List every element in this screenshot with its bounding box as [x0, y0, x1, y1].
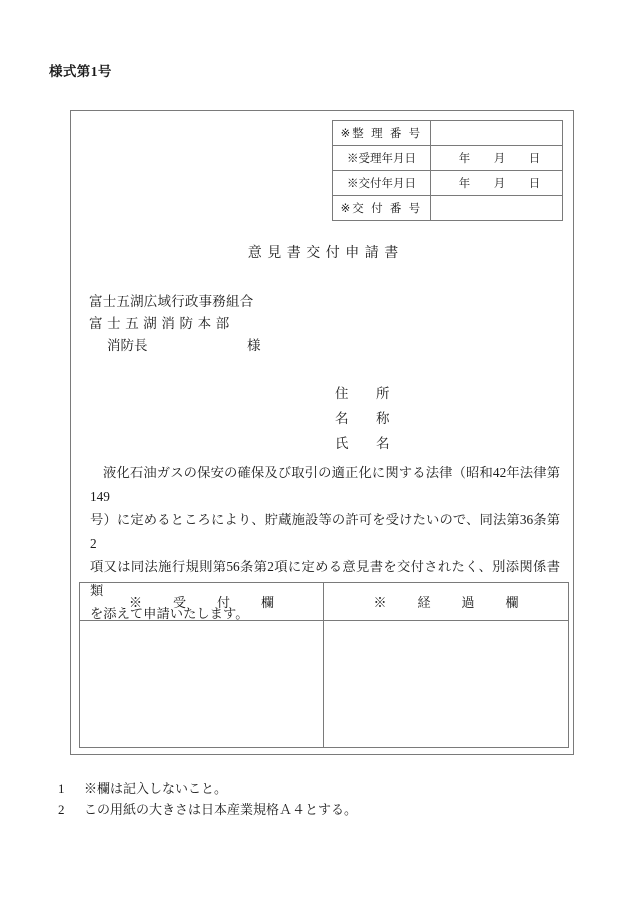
note-item [58, 778, 357, 799]
note-number: 2 [58, 802, 65, 817]
applicant-field-name-of-entity: 名 称 [335, 411, 397, 426]
day-label: 日 [528, 153, 541, 165]
footer-notes [58, 778, 357, 820]
month-label: 月 [493, 178, 506, 190]
year-label: 年 [458, 153, 471, 165]
table-header-row [80, 583, 569, 621]
form-outer-frame [70, 110, 574, 755]
table-row [333, 196, 563, 221]
body-line-1: 液化石油ガスの保安の確保及び取引の適正化に関する法律（昭和42年法律第149 [90, 465, 560, 504]
document-title: 意見書交付申請書 [247, 246, 404, 261]
form-number-heading: 様式第1号 [49, 64, 112, 79]
note-text: この用紙の大きさは日本産業規格Ａ４とする。 [84, 802, 358, 817]
registration-table [332, 120, 563, 221]
body-line-3: 項又は同法施行規則第56条第2項に定める意見書を交付されたく、別添関係書類 [90, 559, 560, 598]
reg-label-seiri-bango: ※ 整 理 番 号 [333, 121, 431, 146]
month-label: 月 [493, 153, 506, 165]
addressee-organization: 富士五湖広域行政事務組合 [89, 294, 254, 309]
year-label: 年 [458, 178, 471, 190]
note-item [58, 799, 357, 820]
note-number: 1 [58, 781, 65, 796]
reg-label-kofu-nengappi: ※交付年月日 [333, 171, 431, 196]
reg-value-kofu-nengappi[interactable] [431, 171, 563, 196]
reg-label-text: 交 付 番 号 [352, 203, 423, 215]
addressee-honorific: 様 [247, 338, 261, 353]
addressee-department: 富士五湖消防本部 [89, 316, 234, 331]
table-row [80, 621, 569, 748]
reg-value-juri-nengappi[interactable] [431, 146, 563, 171]
table-row [333, 121, 563, 146]
reg-value-kofu-bango[interactable] [431, 196, 563, 221]
header-reception-column: ※ 受 付 欄 [80, 583, 324, 621]
reg-label-text: 整 理 番 号 [352, 128, 423, 140]
table-row [333, 171, 563, 196]
addressee-block [89, 291, 261, 357]
reg-label-juri-nengappi: ※受理年月日 [333, 146, 431, 171]
header-progress-column: ※ 経 過 欄 [324, 583, 569, 621]
reg-label-text: 交付年月日 [358, 178, 416, 190]
note-text: ※欄は記入しないこと。 [84, 781, 228, 796]
cell-reception-column[interactable] [80, 621, 324, 748]
table-row [333, 146, 563, 171]
official-use-table [79, 582, 569, 748]
addressee-title-row [89, 335, 261, 357]
addressee-title: 消防長 [107, 338, 148, 353]
cell-progress-column[interactable] [324, 621, 569, 748]
applicant-field-address: 住 所 [335, 386, 397, 401]
body-line-4: を添えて申請いたします。 [90, 606, 249, 621]
reg-label-kofu-bango: ※ 交 付 番 号 [333, 196, 431, 221]
applicant-field-personal-name: 氏 名 [335, 436, 397, 451]
reg-value-seiri-bango[interactable] [431, 121, 563, 146]
day-label: 日 [528, 178, 541, 190]
reg-label-text: 受理年月日 [358, 153, 416, 165]
body-line-2: 号）に定めるところにより、貯蔵施設等の許可を受けたいので、同法第36条第2 [90, 512, 560, 551]
applicant-fields [335, 381, 397, 456]
